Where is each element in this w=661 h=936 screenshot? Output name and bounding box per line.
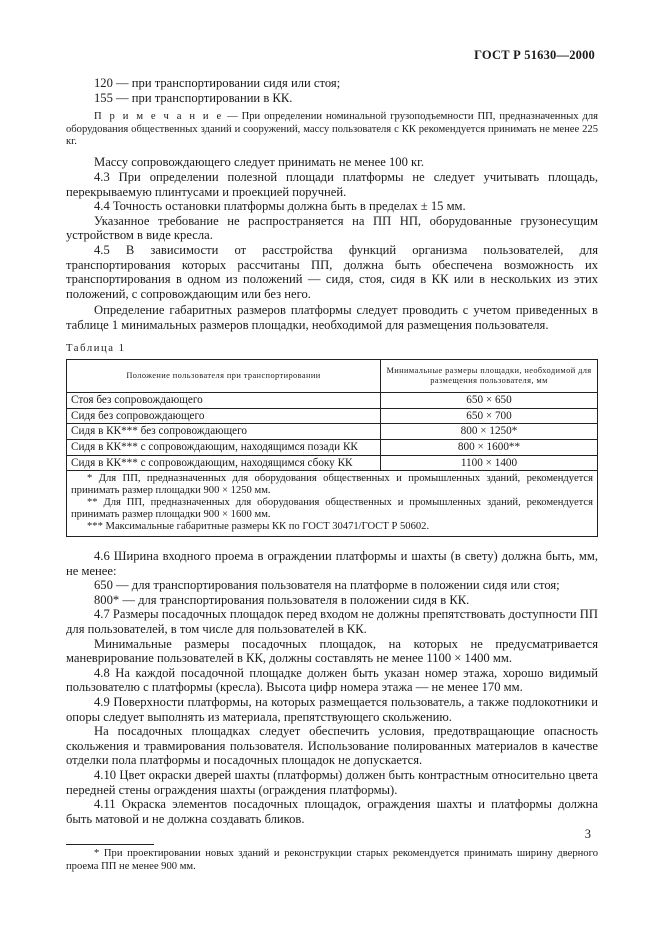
paragraph: 4.4 Точность остановки платформы должна быть в пределах ± 15 мм. bbox=[94, 199, 466, 214]
table-row bbox=[67, 408, 598, 424]
footnote-divider bbox=[66, 844, 154, 845]
page-footnote: * При проектировании новых зданий и реконструкции старых рекомендуется принимать ширину дверного проема ПП не менее 900 мм. bbox=[66, 848, 598, 872]
paragraph: На посадочных площадках следует обеспечить условия, предотвращающие опасность скольжения и травмирования пользователя. Использование полированных материалов в качестве отделки пола платформы и посадочных площадок не допускается. bbox=[66, 724, 598, 768]
paragraph: Указанное требование не распространяется на ПП НП, оборудованные грузонесущим устройством в виде кресла. bbox=[66, 213, 598, 243]
table-row bbox=[67, 393, 598, 409]
table-footnote: ** Для ПП, предназначенных для оборудования общественных и промышленных зданий, рекомендуется принимать размер площадки 900 × 1600 мм. bbox=[71, 497, 593, 521]
position-cell: Сидя в КК*** с сопровождающим, находящимся сбоку КК bbox=[67, 455, 381, 471]
note-text: — При определении номинальной грузоподъемности ПП, предназначенных для оборудования общественных зданий и сооружений, массу пользователя с КК рекомендуется принимать не менее 225 кг. bbox=[66, 111, 598, 147]
paragraph: 4.8 На каждой посадочной площадке должен быть указан номер этажа, хорошо видимый пользователю с платформы (кресла). Высота цифр номера этажа — не менее 170 мм. bbox=[66, 665, 598, 695]
table-row bbox=[67, 455, 598, 471]
table-header-cell: Положение пользователя при транспортировании bbox=[67, 360, 381, 393]
table-footnotes-cell bbox=[67, 471, 598, 537]
table-header-row bbox=[67, 360, 598, 393]
table-footnotes-row bbox=[67, 471, 598, 537]
dimensions-table bbox=[66, 359, 598, 537]
table-footnote: * Для ПП, предназначенных для оборудования общественных и промышленных зданий, рекомендуется принимать размер площадки 900 × 1250 мм. bbox=[71, 473, 593, 497]
paragraph: 4.11 Окраска элементов посадочных площадок, ограждения шахты и платформы должна быть матовой и не должна создавать бликов. bbox=[66, 797, 598, 826]
paragraph: Минимальные размеры посадочных площадок, на которых не предусматривается маневрирование пользователей в КК, должны составлять не менее 1100 × 1400 мм. bbox=[66, 636, 598, 666]
paragraph: 4.5 В зависимости от расстройства функций организма пользователей, для транспортирования которых рассчитаны ПП, должна быть обеспечена возможность их транспортирования в одном из положений — сидя, стоя, сидя в КК или в нескольких из этих положений, с сопровождающим или без него. bbox=[66, 242, 598, 301]
paragraph: 4.9 Поверхности платформы, на которых размещается пользователь, а также подлокотники и опоры следует выполнять из материала, препятствующего скольжению. bbox=[66, 695, 598, 724]
table-header-cell: Минимальные размеры площадки, необходимой для размещения пользователя, мм bbox=[381, 360, 598, 393]
intro-line: 155 — при транспортировании в КК. bbox=[94, 90, 293, 105]
size-cell: 650 × 700 bbox=[381, 408, 598, 424]
page-body bbox=[66, 76, 598, 873]
position-cell: Сидя без сопровождающего bbox=[67, 408, 381, 424]
position-cell: Сидя в КК*** без сопровождающего bbox=[67, 424, 381, 440]
document-id-header: ГОСТ Р 51630—2000 bbox=[474, 48, 595, 62]
position-cell: Стоя без сопровождающего bbox=[67, 393, 381, 409]
position-cell: Сидя в КК*** с сопровождающим, находящимся позади КК bbox=[67, 439, 381, 455]
table-footnote: *** Максимальные габаритные размеры КК по ГОСТ 30471/ГОСТ Р 50602. bbox=[87, 521, 430, 533]
paragraph: 4.6 Ширина входного проема в ограждении платформы и шахты (в свету) должна быть, мм, не менее: bbox=[66, 549, 598, 578]
paragraph: Определение габаритных размеров платформы следует проводить с учетом приведенных в таблице 1 минимальных размеров площадки, необходимой для размещения пользователя. bbox=[66, 303, 598, 332]
size-cell: 650 × 650 bbox=[381, 393, 598, 409]
paragraph: 4.7 Размеры посадочных площадок перед входом не должны препятствовать доступности ПП для пользователей, в том числе для пользователей в КК. bbox=[66, 607, 598, 637]
page-number: 3 bbox=[584, 827, 591, 841]
size-cell: 800 × 1600** bbox=[381, 439, 598, 455]
intro-line: 120 — при транспортировании сидя или стоя; bbox=[94, 76, 341, 90]
paragraph: Массу сопровождающего следует принимать не менее 100 кг. bbox=[94, 155, 425, 170]
paragraph: 4.3 При определении полезной площади платформы не следует учитывать площадь, перекрываемую плинтусами и проекцией поручней. bbox=[66, 170, 598, 199]
size-cell: 1100 × 1400 bbox=[381, 455, 598, 471]
size-cell: 800 × 1250* bbox=[381, 424, 598, 440]
table-row bbox=[67, 424, 598, 440]
note-paragraph bbox=[66, 111, 598, 148]
paragraph: 650 — для транспортирования пользователя на платформе в положении сидя или стоя; bbox=[94, 578, 560, 593]
table-caption: Таблица 1 bbox=[66, 342, 126, 354]
paragraph: 800* — для транспортирования пользователя в положении сидя в КК. bbox=[94, 592, 470, 607]
paragraph: 4.10 Цвет окраски дверей шахты (платформы) должен быть контрастным относительно цвета передней стены ограждения шахты (ограждения платформы). bbox=[66, 768, 598, 797]
table-row bbox=[67, 439, 598, 455]
note-label: П р и м е ч а н и е bbox=[94, 111, 224, 123]
